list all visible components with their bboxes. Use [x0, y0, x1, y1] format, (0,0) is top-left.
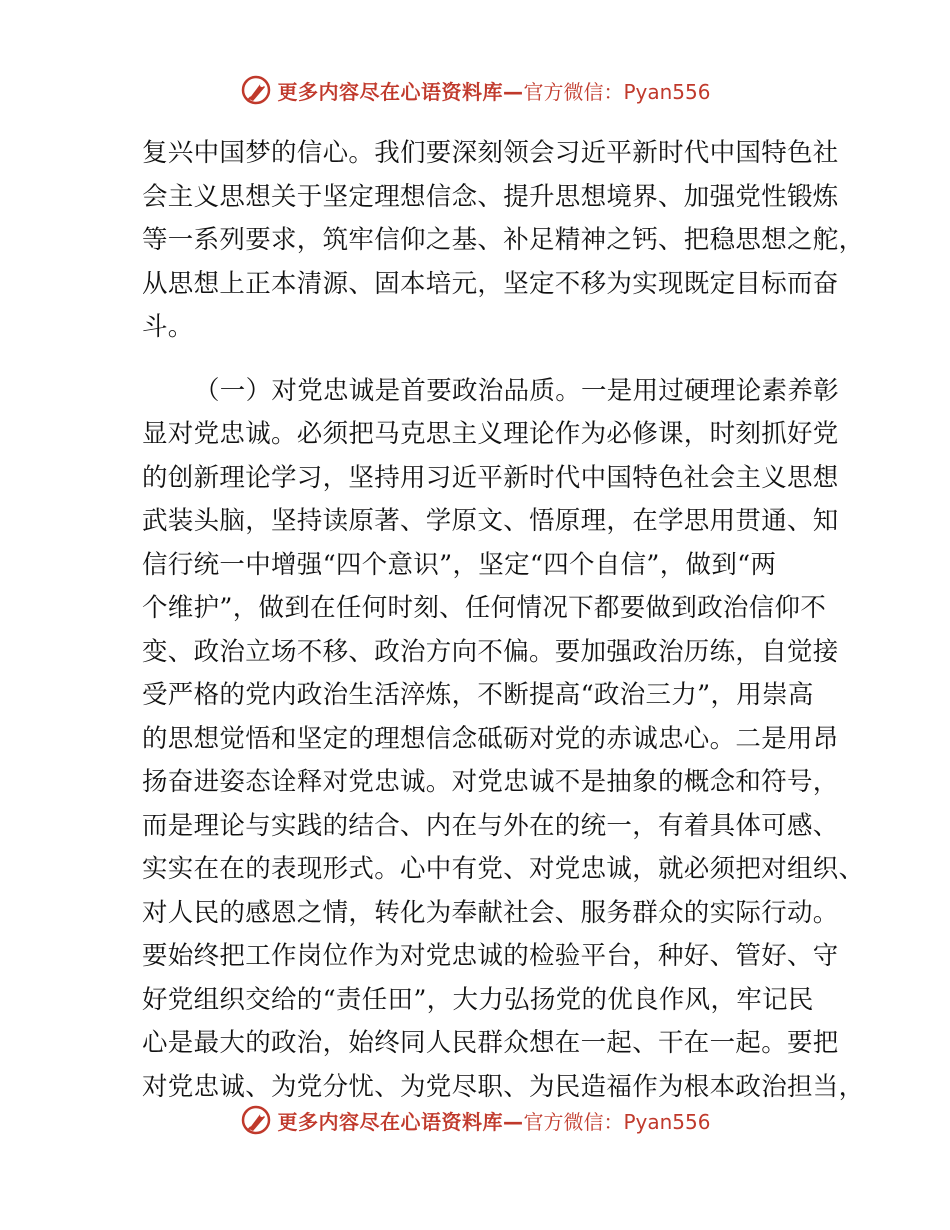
text-line: （一）对党忠诚是首要政治品质。一是用过硬理论素养彰	[194, 375, 840, 406]
header-banner-suffix: 官方微信：Pyan556	[523, 79, 711, 104]
paragraph-1	[142, 132, 865, 350]
text-line: 实实在在的表现形式。心中有党、对党忠诚，就必须把对组织、	[142, 854, 865, 884]
text-line: 个维护”，做到在任何时刻、任何情况下都要做到政治信仰不	[142, 593, 827, 623]
text-line: 对党忠诚、为党分忧、为党尽职、为民造福作为根本政治担当，	[142, 1071, 865, 1102]
text-line: 对人民的感恩之情，转化为奉献社会、服务群众的实际行动。	[142, 897, 839, 928]
paragraph-2	[142, 370, 865, 1110]
text-line: 显对党忠诚。必须把马克思主义理论作为必修课，时刻抓好党	[142, 419, 839, 449]
text-line: 的创新理论学习，坚持用习近平新时代中国特色社会主义思想	[142, 462, 839, 493]
text-line: 而是理论与实践的结合、内在与外在的统一，有着具体可感、	[142, 810, 839, 841]
pen-nib-logo-icon	[239, 73, 273, 107]
text-line: 从思想上正本清源、固本培元，坚定不移为实现既定目标而奋	[142, 268, 839, 299]
text-line: 等一系列要求，筑牢信仰之基、补足精神之钙、把稳思想之舵，	[142, 225, 865, 255]
text-line: 心是最大的政治，始终同人民群众想在一起、干在一起。要把	[142, 1028, 839, 1058]
header-banner-text: 更多内容尽在心语资料库—	[277, 79, 524, 104]
text-line: 斗。	[142, 312, 194, 342]
footer-banner-suffix: 官方微信：Pyan556	[523, 1109, 711, 1134]
text-line: 扬奋进姿态诠释对党忠诚。对党忠诚不是抽象的概念和符号，	[142, 767, 839, 797]
header-watermark-banner	[0, 72, 950, 108]
footer-banner-text: 更多内容尽在心语资料库—	[277, 1109, 524, 1134]
text-line: 要始终把工作岗位作为对党忠诚的检验平台，种好、管好、守	[142, 941, 839, 971]
text-line: 变、政治立场不移、政治方向不偏。要加强政治历练，自觉接	[142, 636, 839, 667]
document-body	[142, 132, 865, 1109]
text-line: 武装头脑，坚持读原著、学原文、悟原理，在学思用贯通、知	[142, 506, 839, 536]
text-line: 的思想觉悟和坚定的理想信念砥砺对党的赤诚忠心。二是用昂	[142, 723, 839, 754]
text-line: 受严格的党内政治生活淬炼，不断提高“政治三力”，用崇高	[142, 680, 814, 710]
footer-watermark-banner	[0, 1102, 950, 1138]
text-line: 信行统一中增强“四个意识”，坚定“四个自信”，做到“两	[142, 549, 777, 580]
text-line: 好党组织交给的“责任田”，大力弘扬党的优良作风，牢记民	[142, 984, 814, 1015]
text-line: 会主义思想关于坚定理想信念、提升思想境界、加强党性锻炼	[142, 181, 839, 212]
pen-nib-logo-icon	[239, 1103, 273, 1137]
text-line: 复兴中国梦的信心。我们要深刻领会习近平新时代中国特色社	[142, 138, 839, 168]
